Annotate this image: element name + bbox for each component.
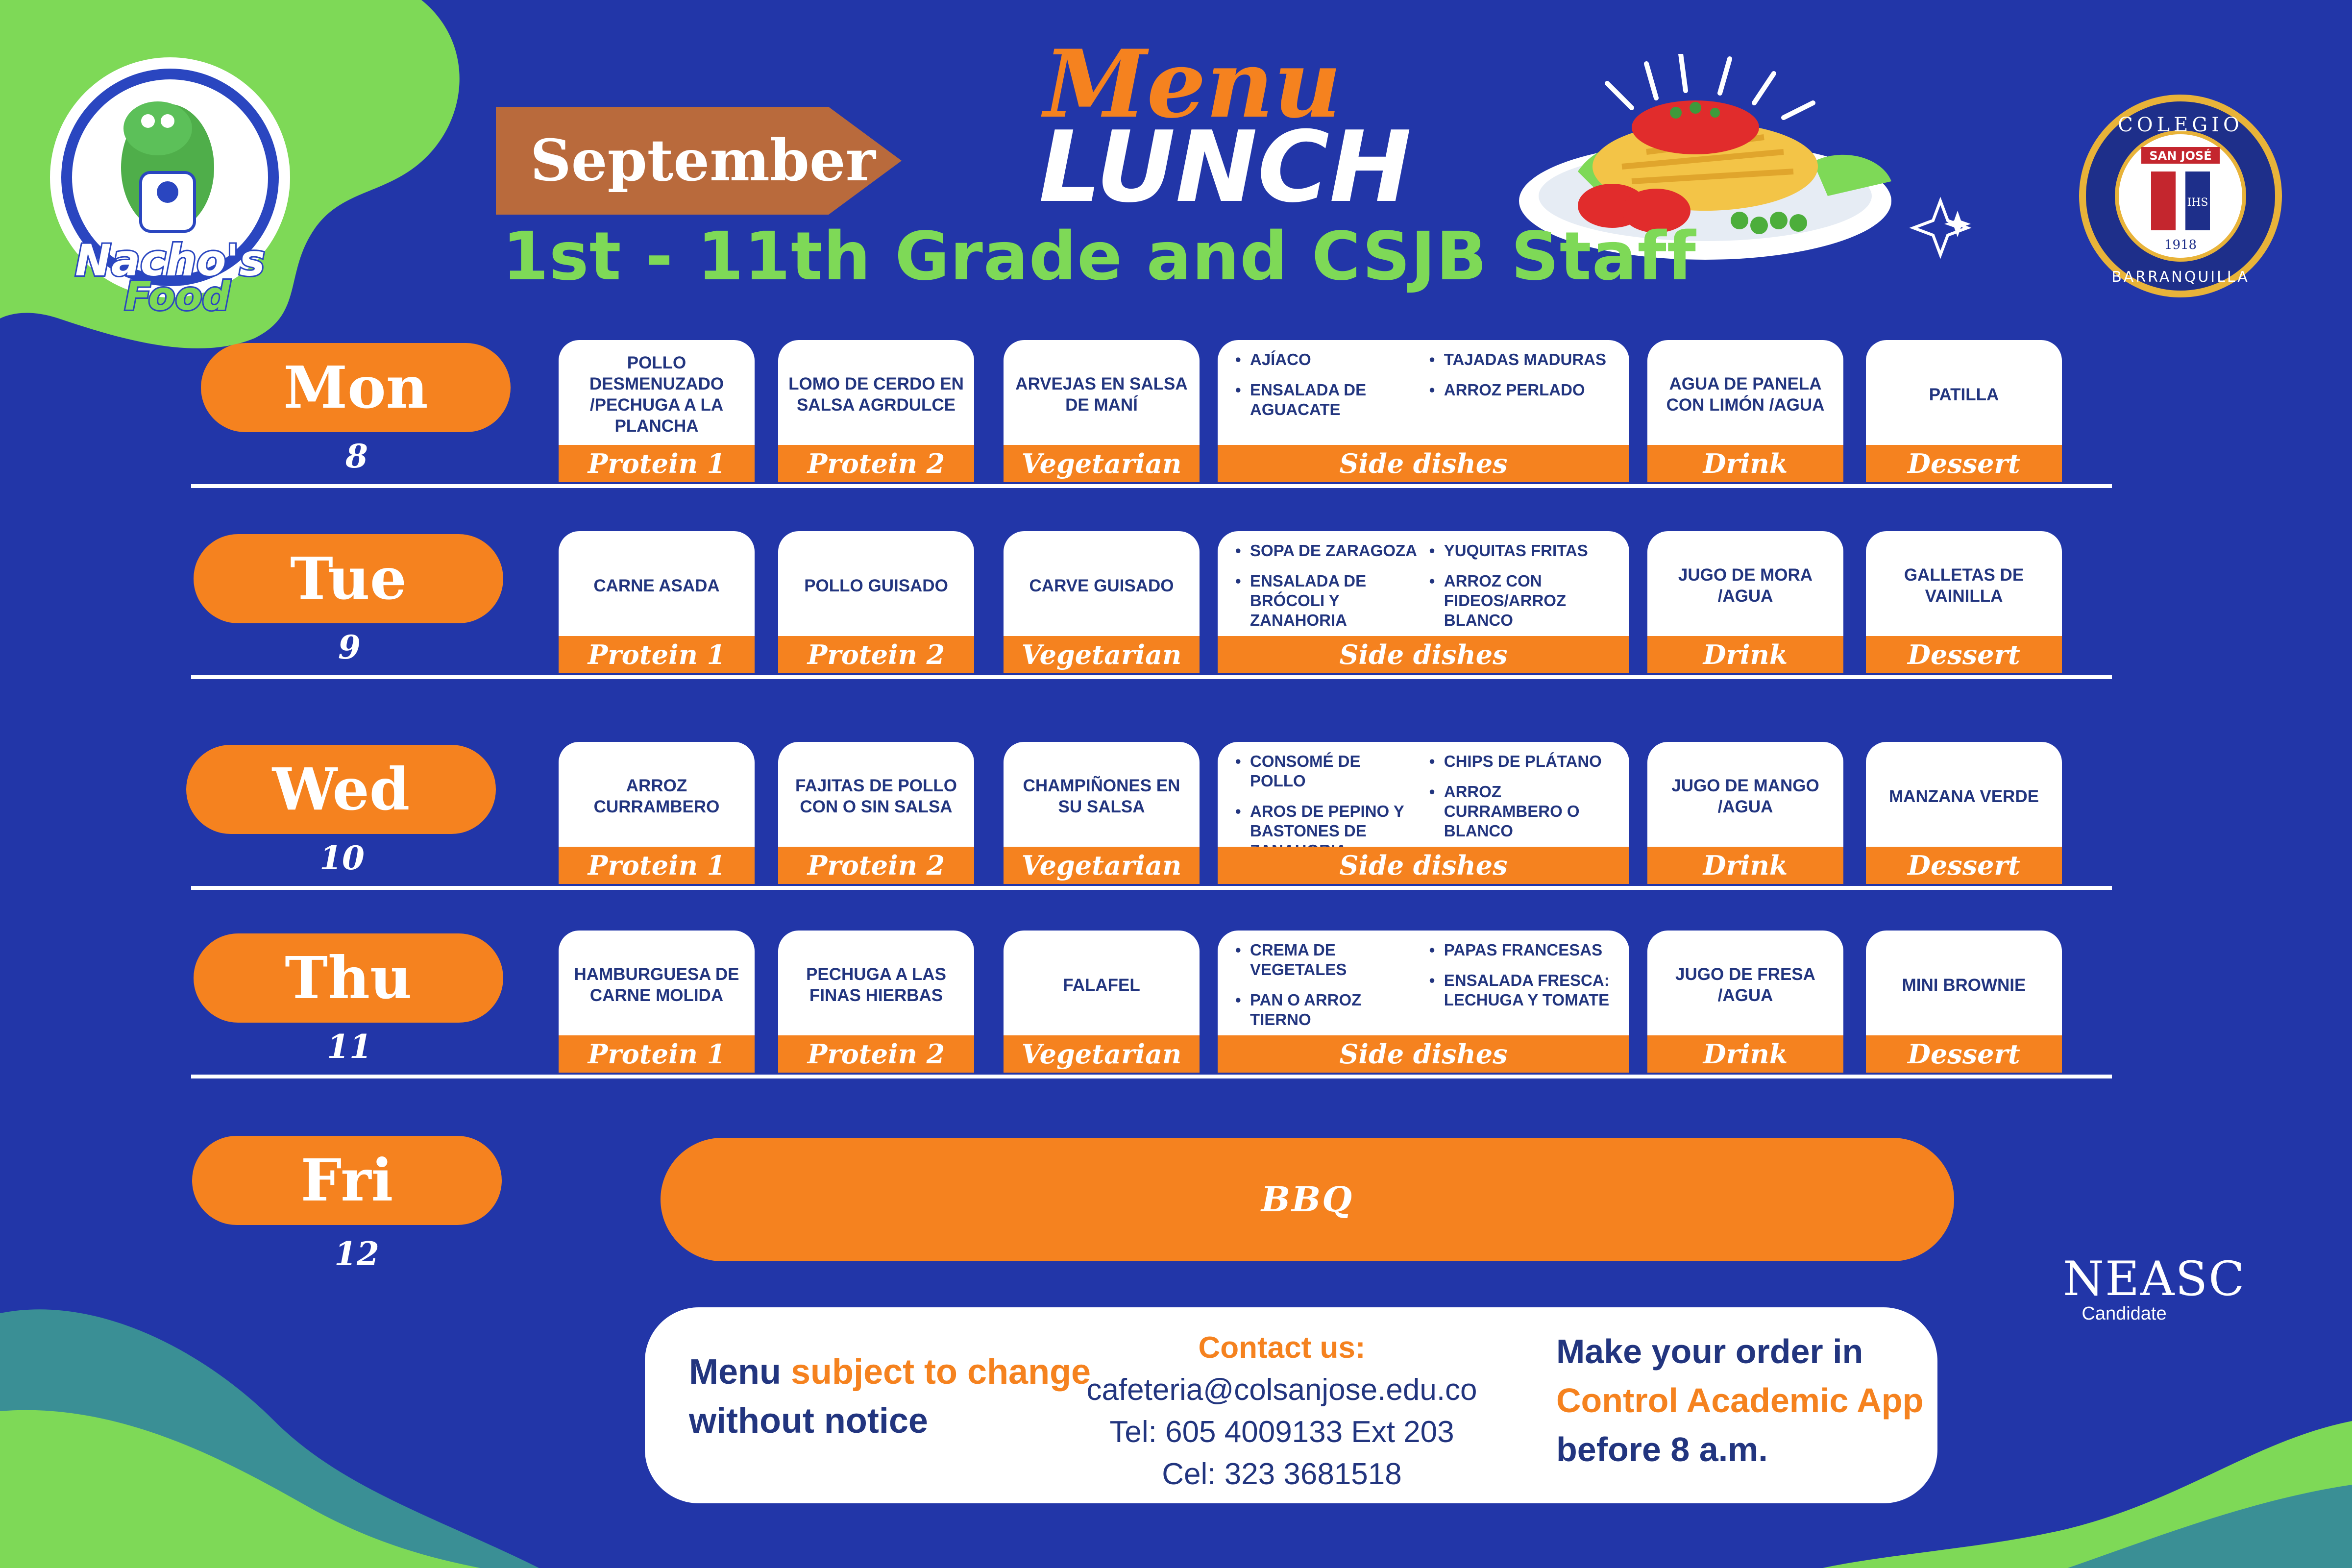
side-dish-column bbox=[1233, 940, 1420, 1040]
day-pill-fri: Fri bbox=[192, 1136, 502, 1225]
nachos-food-logo bbox=[45, 45, 300, 329]
svg-text:BARRANQUILLA: BARRANQUILLA bbox=[2111, 269, 2250, 286]
side-dish-item: • YUQUITAS FRITAS bbox=[1427, 541, 1614, 561]
card-content-dessert: GALLETAS DE VAINILLA bbox=[1904, 565, 2024, 606]
row-divider bbox=[191, 484, 2112, 488]
card-content-protein1: HAMBURGUESA DE CARNE MOLIDA bbox=[574, 965, 739, 1005]
side-dish-item: • TAJADAS MADURAS bbox=[1427, 350, 1614, 369]
side-dish-item: • PAN O ARROZ TIERNO bbox=[1233, 990, 1420, 1029]
day-pill-thu: Thu bbox=[194, 933, 503, 1023]
side-dish-column bbox=[1233, 541, 1420, 641]
menu-notice: Menu subject to change without notice bbox=[689, 1352, 1091, 1441]
card-label-side: Side dishes bbox=[1218, 445, 1629, 482]
menu-card-protein1 bbox=[559, 340, 755, 482]
card-content-protein2: POLLO GUISADO bbox=[804, 576, 948, 595]
subtitle: 1st - 11th Grade and CSJB Staff bbox=[502, 218, 1696, 295]
card-content-protein2: PECHUGA A LAS FINAS HIERBAS bbox=[806, 965, 946, 1005]
side-dish-item: • AROS DE PEPINO Y BASTONES DE bbox=[1233, 802, 1420, 860]
card-content-side bbox=[1225, 749, 1622, 844]
day-pill-mon: Mon bbox=[201, 343, 511, 432]
svg-text:Nacho's: Nacho's bbox=[75, 235, 265, 286]
card-content-drink: AGUA DE PANELA CON LIMÓN /AGUA bbox=[1666, 374, 1825, 415]
card-content-protein1: CARNE ASADA bbox=[593, 576, 720, 595]
menu-card-side bbox=[1218, 742, 1629, 884]
svg-text:1918: 1918 bbox=[2164, 238, 2197, 252]
menu-card-side bbox=[1218, 340, 1629, 482]
day-number-mon: 8 bbox=[345, 437, 368, 475]
row-divider bbox=[191, 886, 2112, 890]
card-label-dessert: Dessert bbox=[1866, 1035, 2062, 1073]
side-dish-item: • ARROZ CON FIDEOS/ARROZ BLANCO bbox=[1427, 571, 1614, 630]
menu-card-vegetarian bbox=[1004, 340, 1200, 482]
svg-text:Food: Food bbox=[124, 273, 230, 319]
card-label-vegetarian: Vegetarian bbox=[1004, 1035, 1200, 1073]
menu-card-vegetarian bbox=[1004, 742, 1200, 884]
side-dish-item: • ENSALADA DE BRÓCOLI Y ZANAHORIA bbox=[1233, 571, 1420, 630]
card-label-vegetarian: Vegetarian bbox=[1004, 847, 1200, 884]
side-dish-item: • ARROZ PERLADO bbox=[1427, 380, 1614, 400]
side-dish-item: • ENSALADA FRESCA: LECHUGA Y TOMATE bbox=[1427, 971, 1614, 1010]
card-label-dessert: Dessert bbox=[1866, 445, 2062, 482]
row-divider bbox=[191, 675, 2112, 679]
row-divider bbox=[191, 1075, 2112, 1078]
month-label: September bbox=[530, 127, 876, 194]
svg-text:IHS: IHS bbox=[2187, 196, 2208, 209]
card-label-vegetarian: Vegetarian bbox=[1004, 445, 1200, 482]
card-label-drink: Drink bbox=[1647, 636, 1843, 673]
card-label-protein2: Protein 2 bbox=[778, 1035, 974, 1073]
card-content-side bbox=[1225, 538, 1622, 633]
menu-card-protein1 bbox=[559, 742, 755, 884]
day-pill-tue: Tue bbox=[194, 534, 503, 623]
card-label-protein2: Protein 2 bbox=[778, 636, 974, 673]
side-dish-item: • SOPA DE ZARAGOZA bbox=[1233, 541, 1420, 561]
side-dish-column bbox=[1427, 350, 1614, 411]
footer-panel bbox=[645, 1307, 1937, 1503]
title-lunch: LUNCH bbox=[1039, 110, 1412, 224]
card-label-side: Side dishes bbox=[1218, 847, 1629, 884]
menu-card-protein2 bbox=[778, 340, 974, 482]
card-label-protein1: Protein 1 bbox=[559, 1035, 755, 1073]
card-content-side bbox=[1225, 937, 1622, 1032]
card-content-drink: JUGO DE MORA /AGUA bbox=[1678, 565, 1813, 606]
side-dish-column bbox=[1233, 350, 1420, 430]
menu-card-drink bbox=[1647, 531, 1843, 673]
contact-cel: Cel: 323 3681518 bbox=[1162, 1457, 1402, 1491]
teal-blob-bottom-left bbox=[0, 1294, 588, 1568]
side-dish-column bbox=[1427, 541, 1614, 641]
day-number-fri: 12 bbox=[334, 1235, 379, 1273]
menu-card-vegetarian bbox=[1004, 531, 1200, 673]
side-dish-item: • ARROZ CURRAMBERO O BLANCO bbox=[1427, 782, 1614, 841]
menu-card-drink bbox=[1647, 742, 1843, 884]
card-content-dessert: MINI BROWNIE bbox=[1902, 975, 2026, 995]
menu-card-drink bbox=[1647, 931, 1843, 1073]
side-dish-column bbox=[1427, 752, 1614, 852]
svg-text:COLEGIO: COLEGIO bbox=[2118, 114, 2243, 136]
menu-card-dessert bbox=[1866, 340, 2062, 482]
colegio-san-jose-seal bbox=[2078, 93, 2283, 299]
card-content-vegetarian: ARVEJAS EN SALSA DE MANÍ bbox=[1015, 374, 1188, 415]
contact-title: Contact us: bbox=[1198, 1331, 1366, 1365]
card-label-protein2: Protein 2 bbox=[778, 847, 974, 884]
day-number-wed: 10 bbox=[319, 839, 365, 877]
side-dish-item: • CREMA DE VEGETALES bbox=[1233, 940, 1420, 980]
card-content-dessert: MANZANA VERDE bbox=[1889, 786, 2039, 806]
side-dish-item: • PAPAS FRANCESAS bbox=[1427, 940, 1614, 960]
order-info: Make your order in Control Academic App before 8 a.m. bbox=[1556, 1332, 1924, 1469]
card-content-dessert: PATILLA bbox=[1929, 385, 1999, 404]
side-dish-item: • AJÍACO bbox=[1233, 350, 1420, 369]
neasc-logo bbox=[2063, 1251, 2246, 1324]
card-content-protein2: LOMO DE CERDO EN SALSA AGRDULCE bbox=[788, 374, 964, 415]
contact-block bbox=[1076, 1327, 1488, 1495]
svg-text:SAN JOSÉ: SAN JOSÉ bbox=[2149, 149, 2212, 163]
side-dish-column bbox=[1427, 940, 1614, 1021]
day-number-tue: 9 bbox=[338, 628, 361, 666]
menu-card-protein1 bbox=[559, 931, 755, 1073]
card-content-side bbox=[1225, 347, 1622, 442]
menu-card-dessert bbox=[1866, 742, 2062, 884]
menu-card-dessert bbox=[1866, 931, 2062, 1073]
side-dish-item: • CHIPS DE PLÁTANO bbox=[1427, 752, 1614, 771]
card-label-dessert: Dessert bbox=[1866, 847, 2062, 884]
card-content-vegetarian: CARVE GUISADO bbox=[1029, 576, 1174, 595]
day-pill-wed: Wed bbox=[186, 745, 496, 834]
day-number-thu: 11 bbox=[327, 1028, 372, 1066]
card-content-vegetarian: CHAMPIÑONES EN SU SALSA bbox=[1023, 776, 1180, 816]
contact-tel: Tel: 605 4009133 Ext 203 bbox=[1109, 1415, 1454, 1449]
month-tag bbox=[496, 107, 902, 215]
card-content-drink: JUGO DE MANGO /AGUA bbox=[1671, 776, 1819, 816]
card-label-drink: Drink bbox=[1647, 1035, 1843, 1073]
neasc-mark: NEASC bbox=[2063, 1251, 2246, 1306]
card-content-protein1: POLLO DESMENUZADO /PECHUGA A LA PLANCHA bbox=[589, 353, 724, 436]
card-label-protein1: Protein 1 bbox=[559, 445, 755, 482]
card-label-protein1: Protein 1 bbox=[559, 636, 755, 673]
side-dish-item: • ENSALADA DE AGUACATE bbox=[1233, 380, 1420, 419]
menu-card-vegetarian bbox=[1004, 931, 1200, 1073]
menu-card-protein2 bbox=[778, 742, 974, 884]
title-menu: Menu bbox=[1044, 29, 1342, 139]
neasc-caption: Candidate bbox=[2082, 1303, 2167, 1324]
card-content-protein2: FAJITAS DE POLLO CON O SIN SALSA bbox=[795, 776, 957, 816]
card-label-vegetarian: Vegetarian bbox=[1004, 636, 1200, 673]
card-content-vegetarian: FALAFEL bbox=[1063, 975, 1140, 995]
card-label-drink: Drink bbox=[1647, 445, 1843, 482]
card-label-side: Side dishes bbox=[1218, 636, 1629, 673]
card-content-drink: JUGO DE FRESA /AGUA bbox=[1675, 965, 1815, 1005]
card-content-protein1: ARROZ CURRAMBERO bbox=[593, 776, 720, 816]
menu-card-protein2 bbox=[778, 531, 974, 673]
card-label-dessert: Dessert bbox=[1866, 636, 2062, 673]
menu-card-side bbox=[1218, 531, 1629, 673]
menu-card-drink bbox=[1647, 340, 1843, 482]
card-label-drink: Drink bbox=[1647, 847, 1843, 884]
contact-email[interactable]: cafeteria@colsanjose.edu.co bbox=[1086, 1373, 1477, 1407]
side-dish-item: • CONSOMÉ DE POLLO bbox=[1233, 752, 1420, 791]
menu-card-side bbox=[1218, 931, 1629, 1073]
bbq-banner: BBQ bbox=[661, 1138, 1954, 1261]
menu-card-protein1 bbox=[559, 531, 755, 673]
card-label-protein2: Protein 2 bbox=[778, 445, 974, 482]
menu-card-dessert bbox=[1866, 531, 2062, 673]
card-label-protein1: Protein 1 bbox=[559, 847, 755, 884]
card-label-side: Side dishes bbox=[1218, 1035, 1629, 1073]
menu-card-protein2 bbox=[778, 931, 974, 1073]
